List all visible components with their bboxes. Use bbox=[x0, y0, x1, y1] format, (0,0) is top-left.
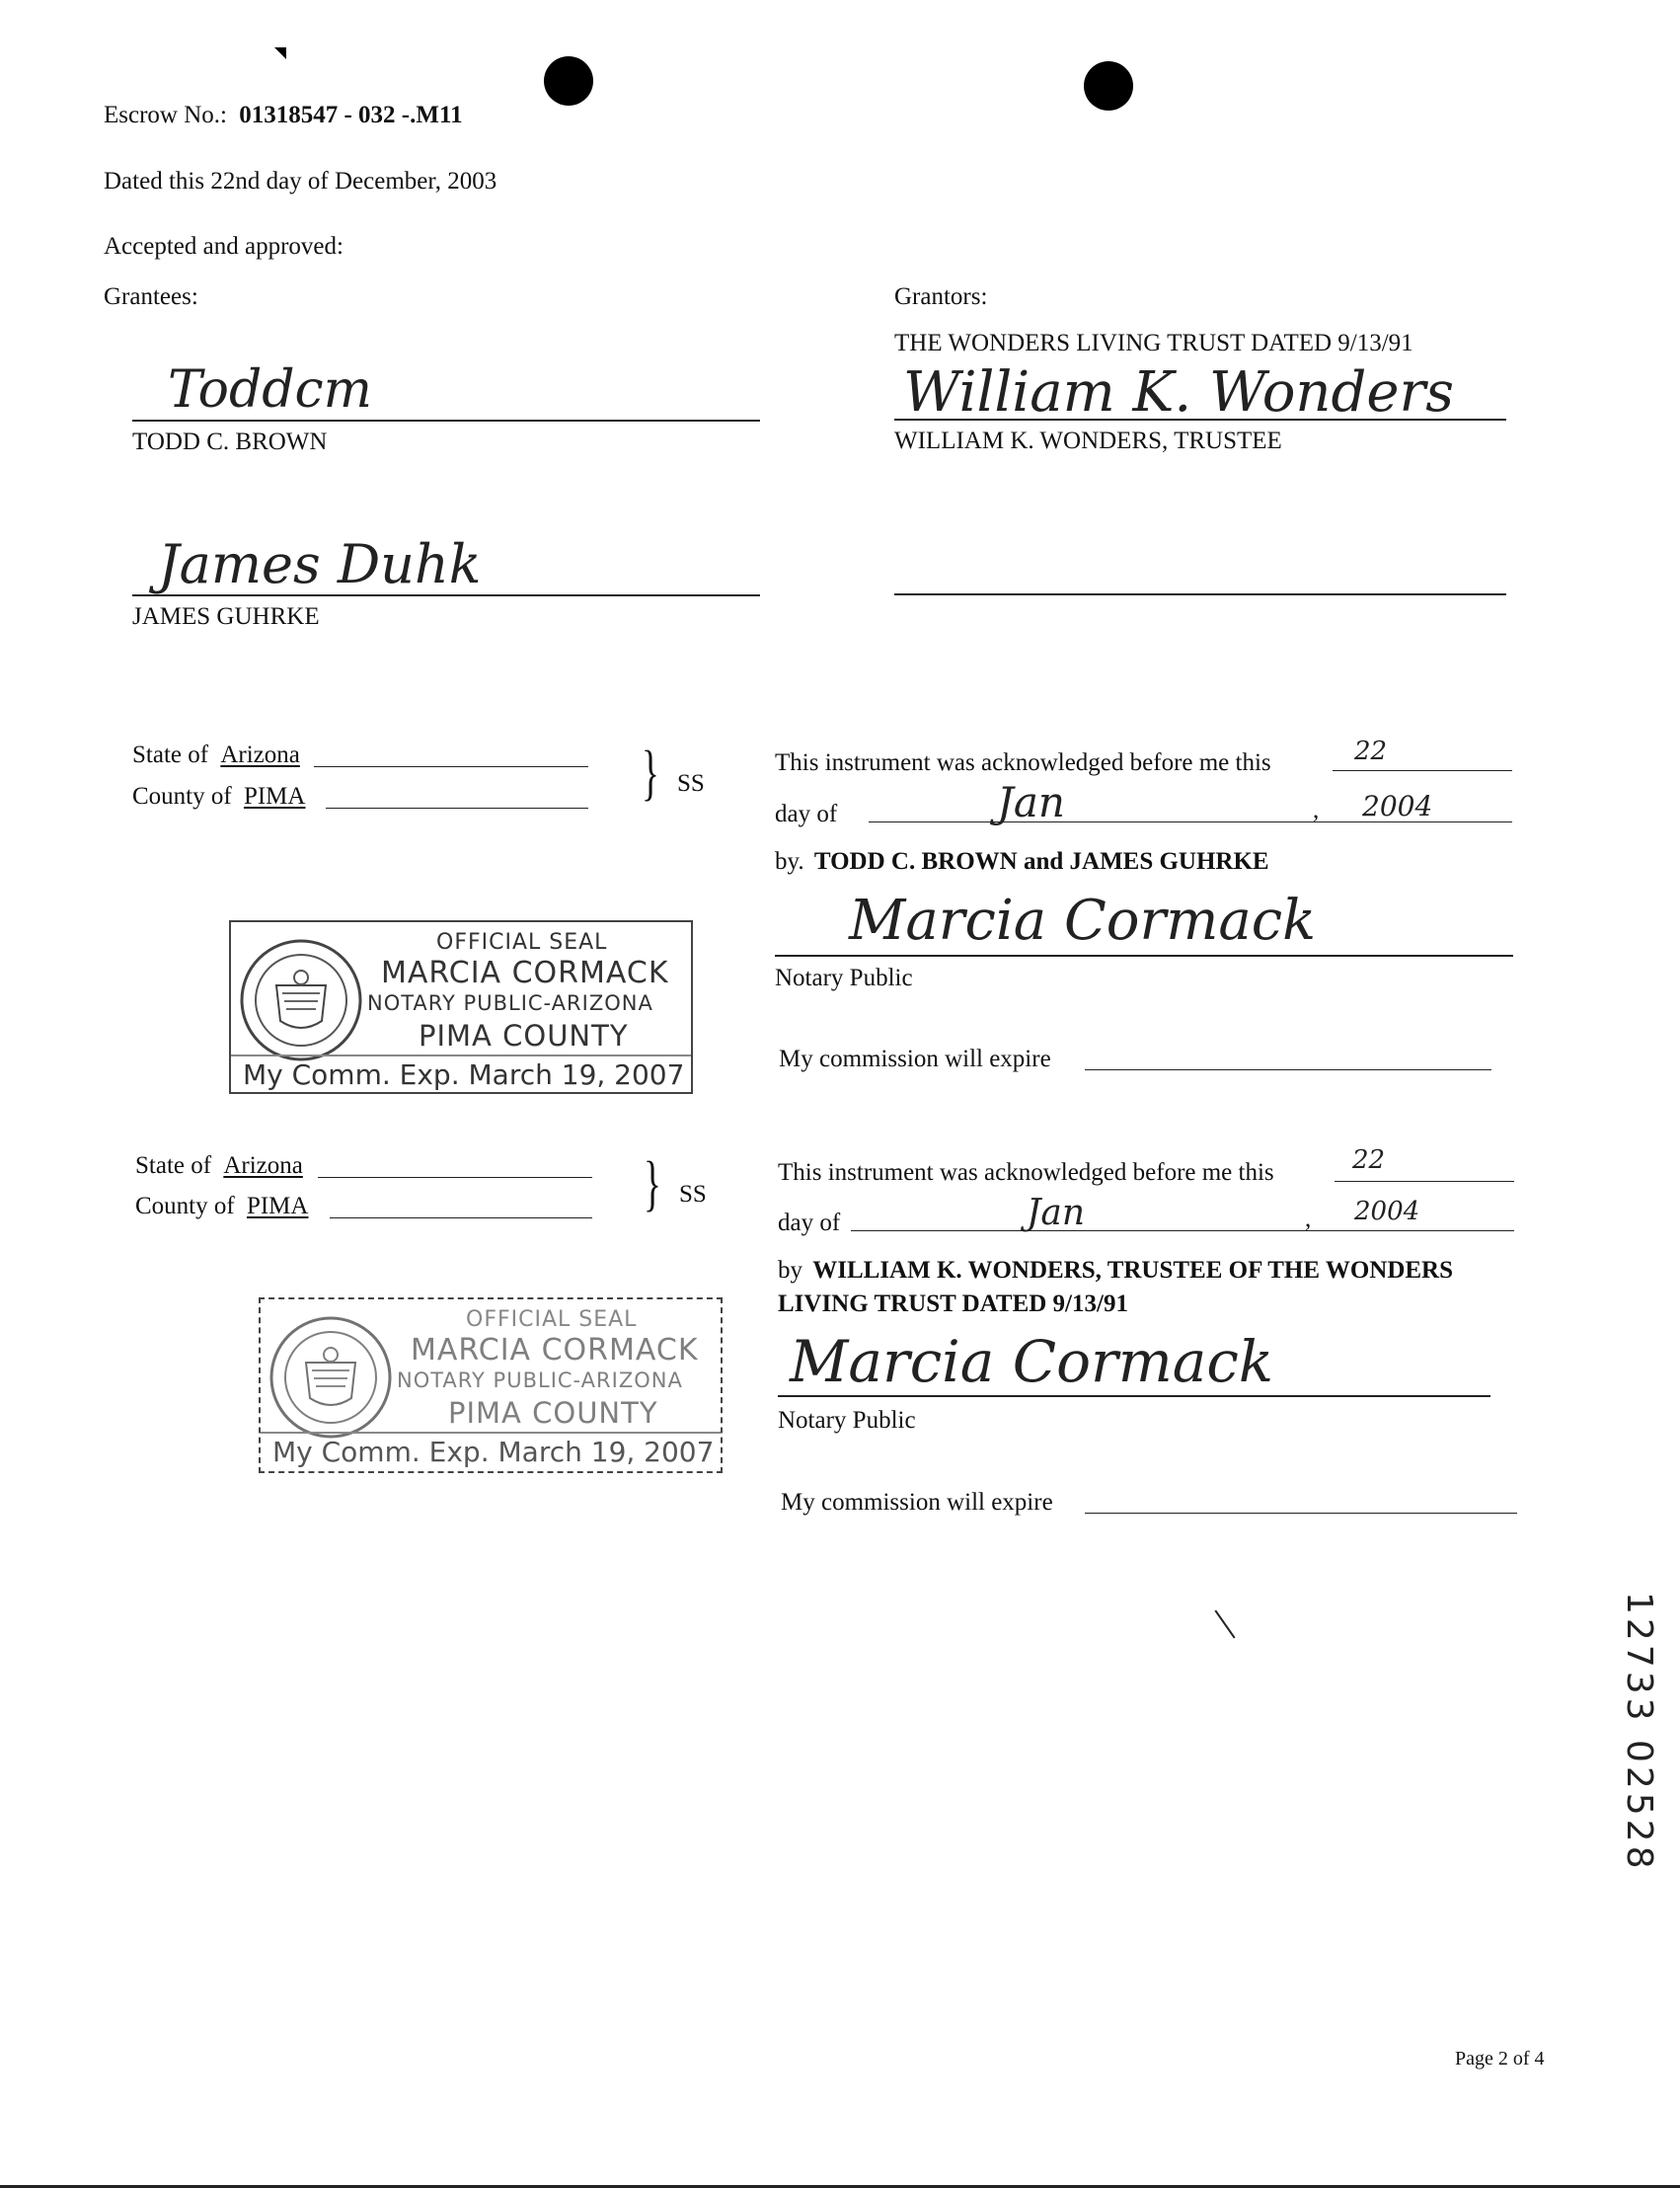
ack2-notary-line bbox=[778, 1395, 1490, 1397]
scan-mark bbox=[274, 47, 286, 59]
grantees-label: Grantees: bbox=[104, 283, 198, 310]
ack2-county-label: County of bbox=[135, 1193, 235, 1219]
ack1-month-handwritten: Jan bbox=[997, 778, 1065, 826]
ack1-state: Arizona bbox=[220, 742, 300, 768]
seal2-line5: My Comm. Exp. March 19, 2007 bbox=[272, 1436, 715, 1468]
ack1-county-label: County of bbox=[132, 783, 232, 810]
signature-line-grantee-2 bbox=[132, 594, 760, 596]
ack1-by-names: TODD C. BROWN and JAMES GUHRKE bbox=[813, 848, 1269, 875]
accepted-line: Accepted and approved: bbox=[104, 233, 344, 260]
notary-seal-2 bbox=[259, 1297, 723, 1473]
seal1-line2: MARCIA CORMACK bbox=[381, 956, 669, 990]
state-seal-icon bbox=[267, 1313, 395, 1442]
seal1-line3: NOTARY PUBLIC-ARIZONA bbox=[367, 991, 653, 1015]
grantor-trust-name: THE WONDERS LIVING TRUST DATED 9/13/91 bbox=[894, 330, 1413, 356]
ack1-by-row bbox=[775, 849, 1269, 874]
signature-james-guhrke: James Duhk bbox=[158, 533, 482, 595]
grantee-2-name: JAMES GUHRKE bbox=[132, 603, 320, 630]
ack2-county-line bbox=[330, 1217, 592, 1218]
ack1-day-line bbox=[1333, 770, 1512, 771]
ack2-day-line bbox=[1335, 1181, 1514, 1182]
grantee-1-name: TODD C. BROWN bbox=[132, 429, 328, 455]
signature-william-wonders: William K. Wonders bbox=[903, 360, 1454, 425]
state-seal-icon bbox=[237, 936, 365, 1064]
ack2-by-line1: WILLIAM K. WONDERS, TRUSTEE OF THE WONDERS bbox=[812, 1257, 1454, 1284]
seal2-line4: PIMA COUNTY bbox=[448, 1396, 658, 1430]
escrow-label: Escrow No.: bbox=[104, 102, 227, 128]
ack2-ss: SS bbox=[679, 1181, 707, 1208]
ack2-month-line bbox=[851, 1230, 1514, 1231]
signature-line-grantor-2 bbox=[894, 593, 1506, 595]
notary-signature-2: Marcia Cormack bbox=[790, 1328, 1273, 1395]
signature-todd-brown: Toddcm bbox=[168, 360, 372, 420]
ack2-day-handwritten: 22 bbox=[1352, 1145, 1386, 1175]
ack1-county-row bbox=[132, 784, 305, 809]
dated-line: Dated this 22nd day of December, 2003 bbox=[104, 168, 497, 195]
ack2-by-row-1 bbox=[778, 1258, 1453, 1283]
ack1-by-label: by. bbox=[775, 848, 804, 875]
seal1-line4: PIMA COUNTY bbox=[419, 1019, 629, 1053]
ack2-state-label: State of bbox=[135, 1152, 212, 1179]
ack1-notary-line bbox=[775, 955, 1513, 957]
grantor-1-name: WILLIAM K. WONDERS, TRUSTEE bbox=[894, 428, 1282, 454]
grantors-label: Grantors: bbox=[894, 283, 988, 310]
ack1-ss: SS bbox=[677, 770, 705, 797]
ack1-day-handwritten: 22 bbox=[1354, 737, 1388, 766]
ack1-state-row bbox=[132, 742, 300, 767]
ack1-county-line bbox=[326, 808, 588, 809]
recording-number: 12733 02528 bbox=[1619, 1592, 1659, 1873]
ack2-intro: This instrument was acknowledged before me this bbox=[778, 1159, 1274, 1186]
ack2-county-row bbox=[135, 1194, 308, 1218]
ack2-state-line bbox=[318, 1177, 592, 1178]
ack1-commission: My commission will expire bbox=[779, 1046, 1051, 1072]
ack1-year-handwritten: 2004 bbox=[1362, 790, 1433, 822]
ack1-intro: This instrument was acknowledged before me this bbox=[775, 749, 1271, 776]
notary-seal-1 bbox=[229, 920, 693, 1094]
ack2-commission-line bbox=[1085, 1513, 1517, 1514]
stray-pen-mark bbox=[1214, 1610, 1235, 1639]
ack2-day-of: day of bbox=[778, 1210, 841, 1236]
seal2-line2: MARCIA CORMACK bbox=[411, 1333, 699, 1368]
ack1-county: PIMA bbox=[243, 783, 306, 810]
ack2-state-row bbox=[135, 1153, 303, 1178]
ack1-comma: , bbox=[1313, 797, 1320, 823]
ack2-by-label: by bbox=[778, 1257, 802, 1284]
ack2-county: PIMA bbox=[246, 1193, 309, 1219]
notary-signature-1: Marcia Cormack bbox=[849, 889, 1317, 953]
ack1-state-line bbox=[314, 766, 588, 767]
ack1-state-label: State of bbox=[132, 742, 209, 768]
ack2-comma: , bbox=[1305, 1206, 1312, 1232]
ack2-commission: My commission will expire bbox=[781, 1489, 1053, 1516]
ack1-notary-label: Notary Public bbox=[775, 965, 913, 991]
ack1-commission-line bbox=[1085, 1069, 1491, 1070]
ack2-month-handwritten: Jan bbox=[1027, 1193, 1086, 1233]
signature-line-grantee-1 bbox=[132, 420, 760, 422]
ack1-day-of: day of bbox=[775, 801, 838, 827]
seal2-line1: OFFICIAL SEAL bbox=[466, 1307, 638, 1332]
ack1-brace: } bbox=[642, 740, 659, 807]
punch-hole-right bbox=[1084, 61, 1133, 111]
ack2-notary-label: Notary Public bbox=[778, 1407, 916, 1434]
seal1-line1: OFFICIAL SEAL bbox=[436, 930, 608, 955]
ack2-brace: } bbox=[644, 1150, 661, 1217]
ack2-year-handwritten: 2004 bbox=[1354, 1197, 1420, 1226]
seal1-line5: My Comm. Exp. March 19, 2007 bbox=[243, 1058, 685, 1091]
page-number: Page 2 of 4 bbox=[1455, 2048, 1545, 2070]
ack2-state: Arizona bbox=[223, 1152, 303, 1179]
escrow-line bbox=[104, 103, 463, 127]
signature-line-grantor-1 bbox=[894, 419, 1506, 421]
escrow-number: 01318547 - 032 -.M11 bbox=[239, 102, 463, 128]
punch-hole-left bbox=[544, 56, 593, 106]
seal1-divider bbox=[231, 1055, 691, 1056]
ack2-by-line2: LIVING TRUST DATED 9/13/91 bbox=[778, 1290, 1128, 1317]
seal2-divider bbox=[261, 1432, 721, 1434]
seal2-line3: NOTARY PUBLIC-ARIZONA bbox=[397, 1368, 683, 1392]
